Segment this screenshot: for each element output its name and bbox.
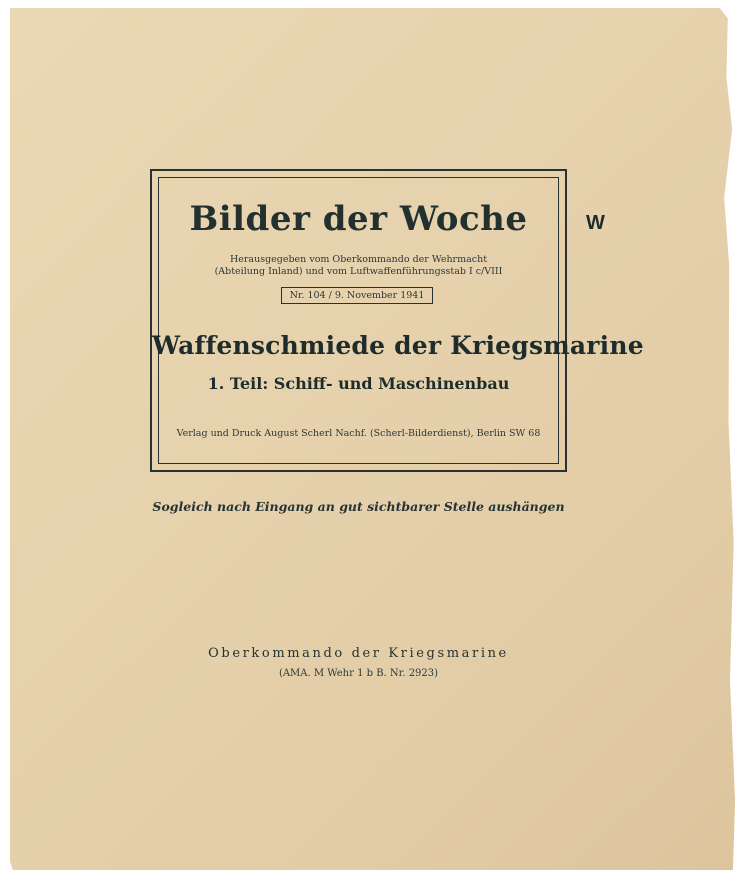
headline: Waffenschmiede der Kriegsmarine [152,331,644,360]
imprint-line: Verlag und Druck August Scherl Nachf. (Scherl-Bilderdienst), Berlin SW 68 [176,428,541,439]
corner-mark: W [586,212,605,234]
footer-reference: (AMA. M Wehr 1 b B. Nr. 2923) [278,668,439,679]
masthead-title: Bilder der Woche [189,199,528,239]
title-frame [150,169,644,472]
issue-number-box: Nr. 104 / 9. November 1941 [281,287,433,304]
publisher-line-1: Herausgegeben vom Oberkommando der Wehrmacht [229,254,488,265]
subheadline: 1. Teil: Schiff- und Maschinenbau [207,374,510,393]
publisher-line-2: (Abteilung Inland) und vom Luftwaffenführungsstab I c/VIII [214,266,503,277]
posting-notice: Sogleich nach Eingang an gut sichtbarer Stelle aushängen [152,499,565,514]
footer-organization: Oberkommando der Kriegsmarine [208,646,509,661]
